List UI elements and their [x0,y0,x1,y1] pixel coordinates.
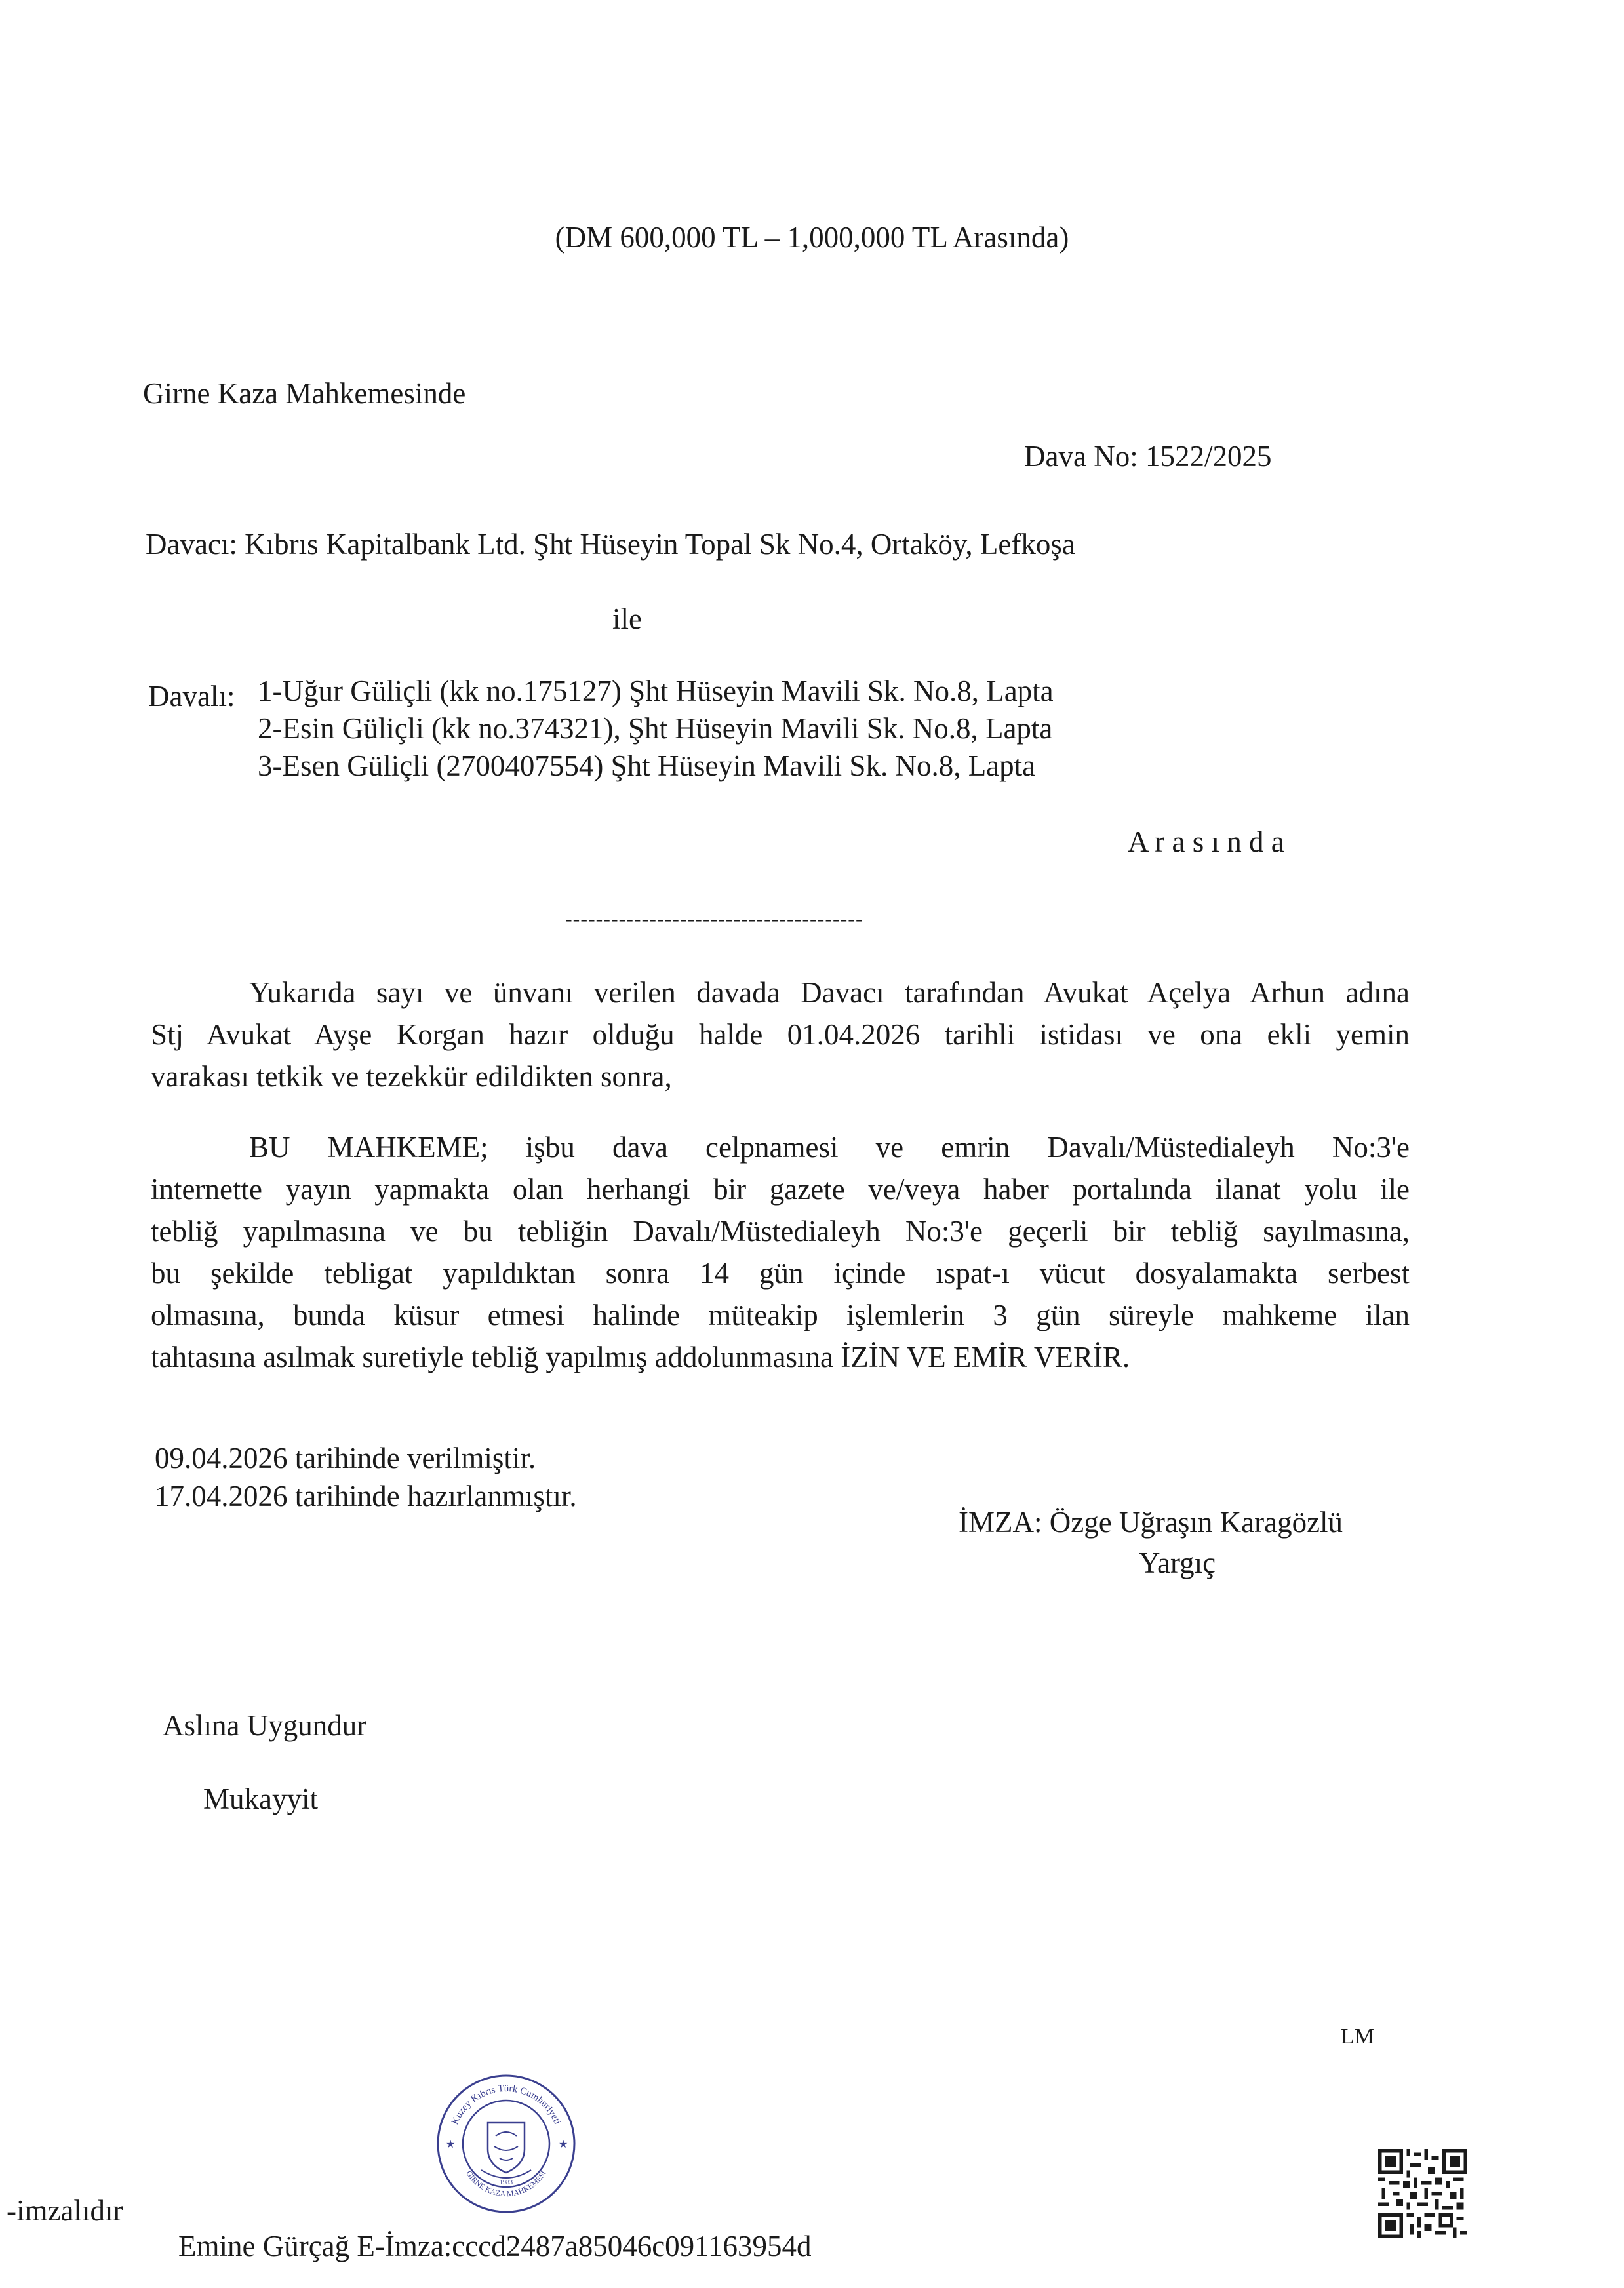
paragraph-line: BU MAHKEME; işbu dava celpnamesi ve emrin Davalı/Müstedialeyh No:3'e [249,1131,1410,1164]
signed-note: -imzalıdır [7,2194,123,2227]
value-range-heading: (DM 600,000 TL – 1,000,000 TL Arasında) [555,221,1069,254]
paragraph-order [151,1126,1410,1378]
svg-text:★: ★ [559,2139,568,2150]
initials: LM [1341,2024,1374,2049]
svg-text:Kuzey Kıbrıs Türk Cumhuriyeti: Kuzey Kıbrıs Türk Cumhuriyeti [450,2083,563,2127]
defendant-2: 2-Esin Güliçli (kk no.374321), Şht Hüseyin Mavili Sk. No.8, Lapta [258,712,1053,745]
conjunction-ile: ile [612,602,642,635]
paragraph-line: varakası tetkik ve tezekkür edildikten sonra, [151,1060,672,1093]
judge-signature: İMZA: Özge Uğraşın Karagözlü [959,1506,1343,1539]
prepared-date: 17.04.2026 tarihinde hazırlanmıştır. [155,1480,577,1512]
defendant-3: 3-Esen Güliçli (2700407554) Şht Hüseyin Mavili Sk. No.8, Lapta [258,749,1036,782]
court-name: Girne Kaza Mahkemesinde [143,377,466,410]
between-label: A r a s ı n d a [1128,825,1284,858]
paragraph-line: tahtasına asılmak suretiyle tebliğ yapılmış addolunmasına İZİN VE EMİR VERİR. [151,1341,1130,1373]
paragraph-line: bu şekilde tebligat yapıldıktan sonra 14 gün içinde ıspat-ı vücut dosyalamakta serbest [151,1257,1410,1290]
paragraph-line: internette yayın yapmakta olan herhangi bir gazete ve/veya haber portalında ilanat yolu ile [151,1173,1410,1206]
separator-line: --------------------------------------- [565,907,863,930]
registrar-label: Mukayyit [203,1783,318,1815]
plaintiff-line: Davacı: Kıbrıs Kapitalbank Ltd. Şht Hüseyin Topal Sk No.4, Ortaköy, Lefkoşa [146,528,1075,561]
svg-text:GİRNE KAZA MAHKEMESİ: GİRNE KAZA MAHKEMESİ [464,2169,548,2199]
judge-title: Yargıç [1139,1547,1216,1579]
svg-text:1983: 1983 [500,2179,513,2186]
paragraph-request [151,972,1410,1097]
paragraph-line: Yukarıda sayı ve ünvanı verilen davada Davacı tarafından Avukat Açelya Arhun adına [249,976,1410,1009]
qr-code-icon [1378,2149,1467,2238]
esignature-line: Emine Gürçağ E-İmza:cccd2487a85046c091163954d [178,2230,812,2262]
paragraph-line: tebliğ yapılmasına ve bu tebliğin Davalı/Müstedialeyh No:3'e geçerli bir tebliğ sayılmasına, [151,1215,1410,1248]
defendant-label: Davalı: [148,680,235,713]
paragraph-line: Stj Avukat Ayşe Korgan hazır olduğu halde 01.04.2026 tarihli istidası ve ona ekli yemin [151,1018,1410,1051]
paragraph-line: olmasına, bunda küsur etmesi halinde müteakip işlemlerin 3 gün süreyle mahkeme ilan [151,1299,1410,1331]
court-seal-icon [434,2072,578,2216]
issued-date: 09.04.2026 tarihinde verilmiştir. [155,1442,536,1474]
case-number: Dava No: 1522/2025 [1024,440,1272,473]
defendant-1: 1-Uğur Güliçli (kk no.175127) Şht Hüseyin Mavili Sk. No.8, Lapta [258,675,1054,707]
svg-text:★: ★ [446,2139,456,2150]
true-copy-note: Aslına Uygundur [163,1709,367,1742]
